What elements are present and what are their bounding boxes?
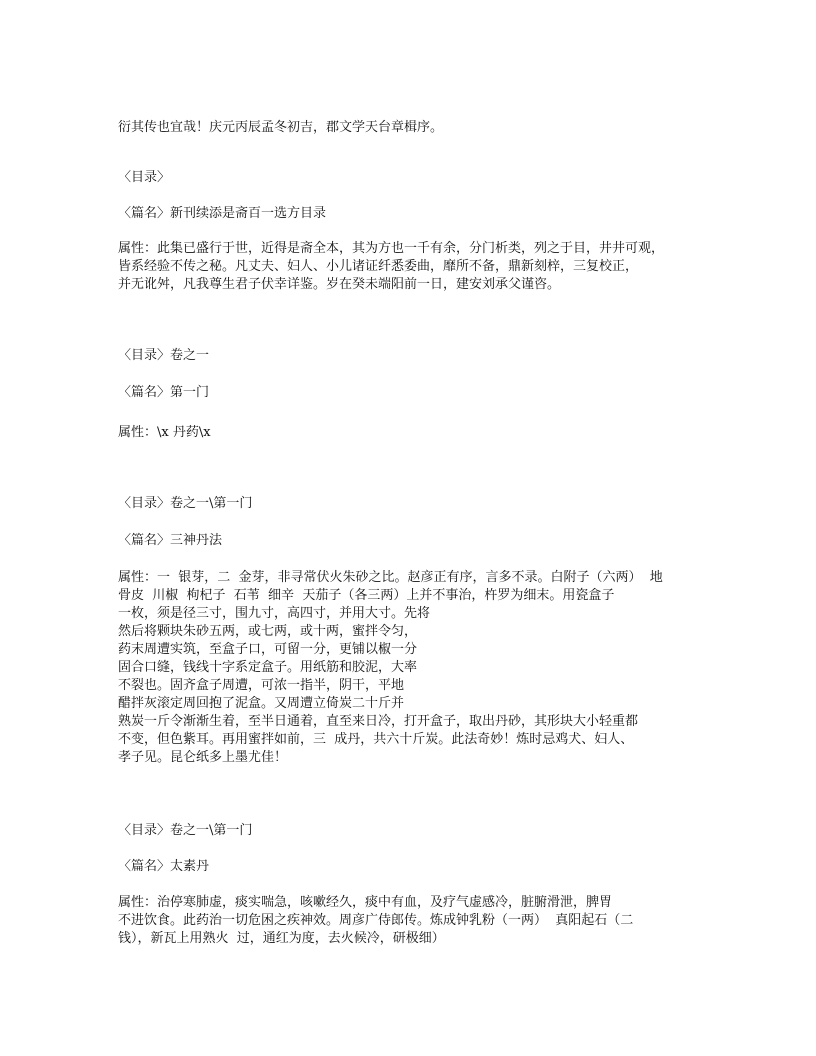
chapter-title: 〈篇名〉三神丹法 [118, 533, 223, 548]
section-catalog [118, 347, 718, 365]
section-catalog [118, 822, 718, 840]
attr-line: 不裂也。固齐盒子周遭，可浓一指半，阴干，平地 [118, 678, 405, 693]
chapter-title: 〈篇名〉新刊续添是斋百一选方目录 [118, 206, 327, 221]
attr-line: 药末周遭实筑，至盒子口，可留一分，更铺以椒一分 [118, 642, 418, 657]
intro-text: 衍其传也宜哉！庆元丙辰孟冬初吉，郡文学天台章楫序。 [118, 120, 444, 135]
section-attributes [118, 424, 718, 442]
attr-line: 固合口缝，钱线十字系定盒子。用纸筋和胶泥，大率 [118, 660, 418, 675]
attr-line: 一枚，须是径三寸，围九寸，高四寸，并用大寸。先将 [118, 606, 431, 621]
attr-line: 然后将颗块朱砂五两，或七两，或十两，蜜拌令匀， [118, 624, 418, 639]
attr-line: 钱），新瓦上用熟火 过，通红为度，去火候冷，研极细） [118, 931, 445, 946]
attr-line: 属性：一 银芽，二 金芽，非寻常伏火朱砂之比。赵彦正有序，言多不录。白附子（六两） 地 [118, 570, 663, 585]
chapter-title: 〈篇名〉太素丹 [118, 859, 210, 874]
section-title [118, 532, 718, 550]
section-title [118, 384, 718, 402]
section-attributes [118, 894, 718, 948]
attr-line: 骨皮 川椒 枸杞子 石苇 细辛 天茄子（各三两）上并不事治，杵罗为细末。用瓷盒子 [118, 588, 615, 603]
catalog-heading: 〈目录〉 [118, 170, 171, 185]
attr-line: 属性：治停寒肺虚，痰实喘急，咳嗽经久，痰中有血，及疗气虚感冷，脏腑滑泄，脾胃 [118, 895, 613, 910]
section-title [118, 858, 718, 876]
chapter-title: 〈篇名〉第一门 [118, 385, 210, 400]
attr-line: 皆系经验不传之秘。凡丈夫、妇人、小儿诸证纤悉委曲，靡所不备，鼎新刻梓，三复校正， [118, 259, 639, 274]
section-attributes [118, 569, 718, 767]
catalog-heading: 〈目录〉卷之一 [118, 348, 210, 363]
section-attributes [118, 240, 718, 294]
attr-line: 醋拌灰滚定周回抱了泥盒。又周遭立倚炭二十斤并 [118, 696, 405, 711]
section-catalog [118, 169, 718, 187]
section-title [118, 205, 718, 223]
attr-line: 并无讹舛，凡我尊生君子伏幸详鉴。岁在癸未端阳前一日，建安刘承父谨咨。 [118, 277, 561, 292]
section-catalog [118, 495, 718, 513]
catalog-heading: 〈目录〉卷之一\第一门 [118, 496, 253, 511]
attr-line: 属性：\x 丹药\x [118, 425, 211, 440]
attr-line: 熟炭一斤令渐渐生着，至半日通着，直至来日冷，打开盒子，取出丹砂，其形块大小轻重都 [118, 714, 639, 729]
attr-line: 属性：此集已盛行于世，近得是斋全本，其为方也一千有余，分门析类，列之于目，井井可观， [118, 241, 665, 256]
attr-line: 不变，但色紫耳。再用蜜拌如前，三 成丹，共六十斤炭。此法奇妙！炼时忌鸡犬、妇人、 [118, 732, 634, 747]
attr-line: 孝子见。昆仑纸多上墨尤佳！ [118, 750, 288, 765]
attr-line: 不进饮食。此药治一切危困之疾神效。周彦广侍郎传。炼成钟乳粉（一两） 真阳起石（二 [118, 913, 634, 928]
catalog-heading: 〈目录〉卷之一\第一门 [118, 823, 253, 838]
intro-line [118, 119, 718, 137]
